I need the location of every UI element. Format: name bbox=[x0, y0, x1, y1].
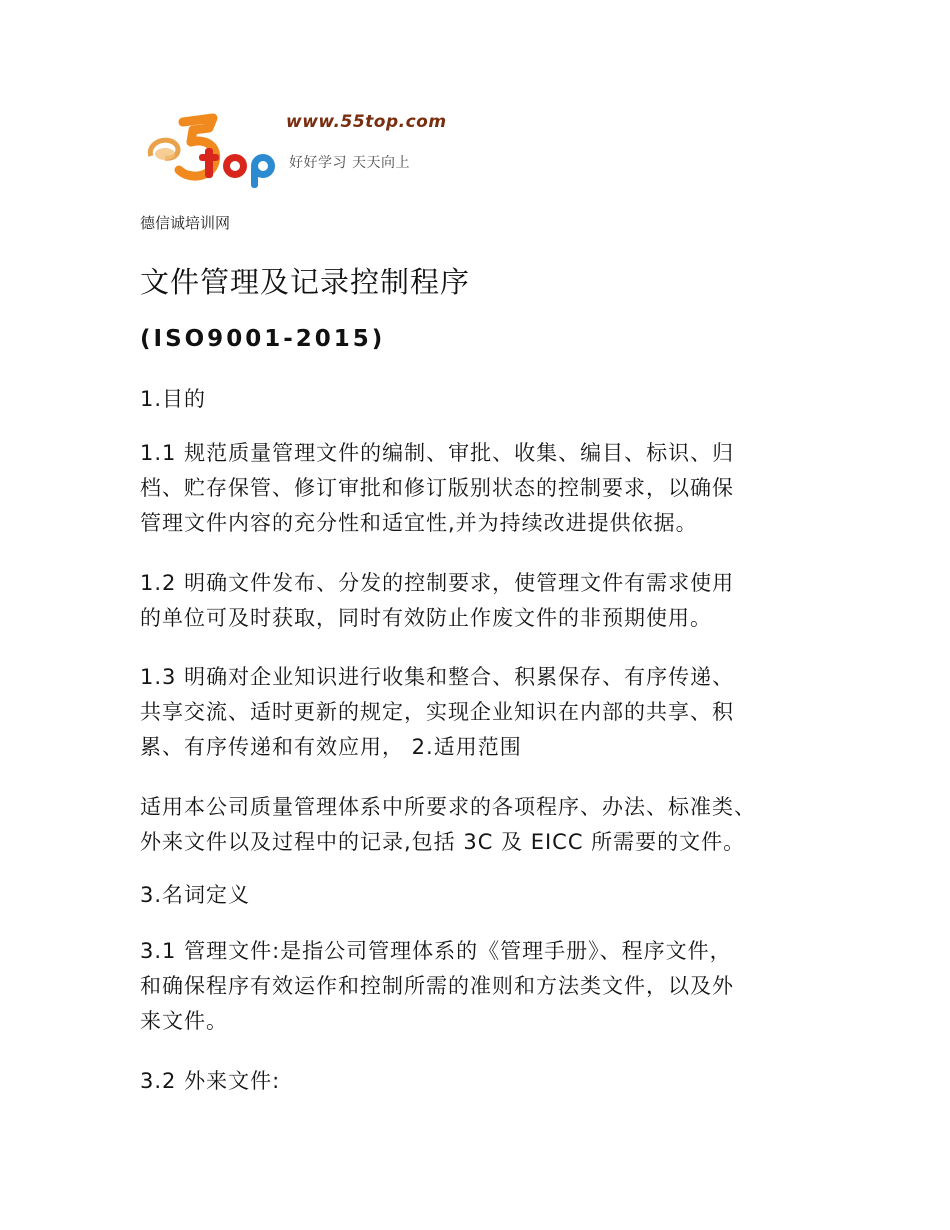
paragraph-3-1 bbox=[140, 934, 820, 1039]
document-title: 文件管理及记录控制程序 bbox=[140, 265, 471, 299]
text-line: 的单位可及时获取，同时有效防止作废文件的非预期使用。 bbox=[140, 606, 712, 630]
text-line: 3.名词定义 bbox=[140, 883, 251, 907]
document-standard: (ISO9001-2015) bbox=[140, 326, 386, 352]
55top-logo-graphic bbox=[143, 108, 288, 190]
paragraph-3-2 bbox=[140, 1064, 820, 1099]
text-line: 1.2 明确文件发布、分发的控制要求，使管理文件有需求使用 bbox=[140, 571, 735, 595]
paragraph-1-3 bbox=[140, 660, 820, 765]
text-line: 档、贮存保管、修订审批和修订版别状态的控制要求，以确保 bbox=[140, 476, 734, 500]
text-line: 来文件。 bbox=[140, 1009, 228, 1033]
text-line: 3.1 管理文件:是指公司管理体系的《管理手册》、程序文件， bbox=[140, 939, 732, 963]
source-label: 德信诚培训网 bbox=[140, 214, 231, 232]
text-line: 共享交流、适时更新的规定，实现企业知识在内部的共享、积 bbox=[140, 700, 734, 724]
logo-slogan: 好好学习 天天向上 bbox=[289, 155, 410, 171]
section-purpose-heading bbox=[140, 382, 820, 417]
logo-url-text: www.55top.com bbox=[286, 112, 447, 132]
site-logo[interactable] bbox=[143, 108, 453, 190]
section-definitions-heading bbox=[140, 878, 820, 913]
text-line: 1.3 明确对企业知识进行收集和整合、积累保存、有序传递、 bbox=[140, 665, 735, 689]
text-line: 1.目的 bbox=[140, 387, 207, 411]
paragraph-scope bbox=[140, 790, 820, 860]
paragraph-1-1 bbox=[140, 436, 820, 541]
text-line: 3.2 外来文件: bbox=[140, 1069, 281, 1093]
text-line: 累、有序传递和有效应用， 2.适用范围 bbox=[140, 735, 522, 759]
text-line: 管理文件内容的充分性和适宜性,并为持续改进提供依据。 bbox=[140, 511, 698, 535]
text-line: 和确保程序有效运作和控制所需的准则和方法类文件，以及外 bbox=[140, 974, 734, 998]
paragraph-1-2 bbox=[140, 566, 820, 636]
text-line: 1.1 规范质量管理文件的编制、审批、收集、编目、标识、归 bbox=[140, 441, 735, 465]
text-line: 外来文件以及过程中的记录,包括 3C 及 EICC 所需要的文件。 bbox=[140, 830, 746, 854]
text-line: 适用本公司质量管理体系中所要求的各项程序、办法、标准类、 bbox=[140, 795, 756, 819]
